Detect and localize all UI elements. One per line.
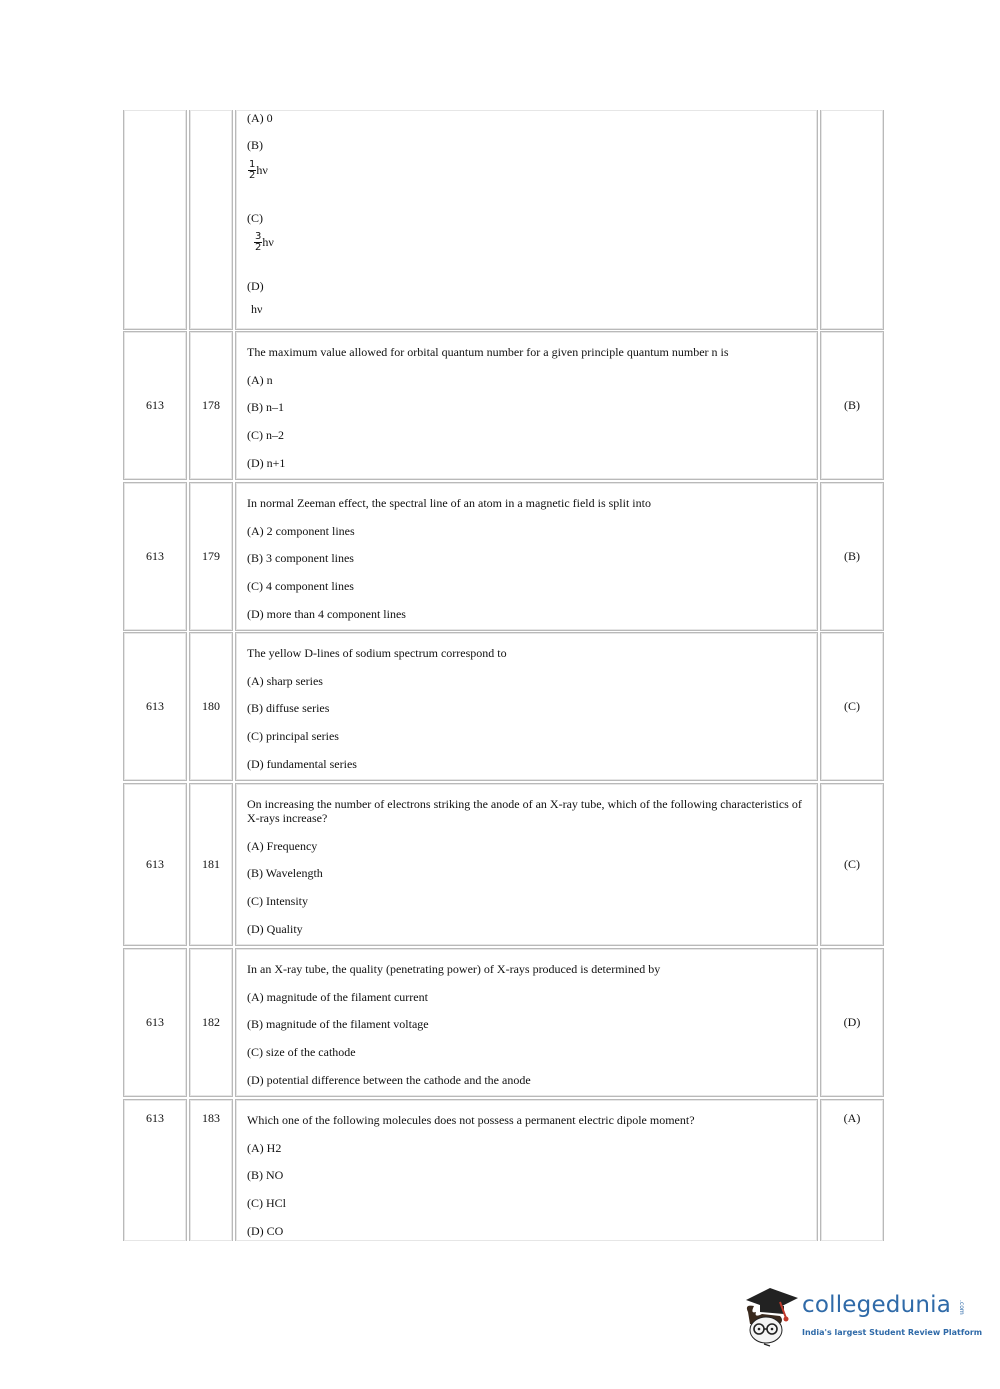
frac-b-suffix: hν [256,163,268,177]
option-a: (A) H2 [247,1141,282,1155]
answer-cell: (B) [820,482,884,631]
logo-tagline: India's largest Student Review Platform [802,1328,983,1337]
option-a: (A) 0 [247,111,273,125]
question-text: The yellow D-lines of sodium spectrum correspond to [247,646,507,660]
option-a: (A) 2 component lines [247,524,355,538]
table-row [122,632,886,781]
fraction-c [254,232,274,253]
frac-c-den: 2 [255,242,262,253]
frac-c-suffix: hν [262,235,274,249]
option-b: (B) n–1 [247,400,284,414]
answer-cell: (A) [820,1099,884,1241]
option-a: (A) sharp series [247,674,323,688]
question-cell [235,482,818,631]
code-cell: 613 [123,948,187,1097]
option-b: (B) NO [247,1168,284,1182]
answer-cell: (B) [820,331,884,480]
qno-cell: 178 [189,331,233,480]
qno-cell: 183 [189,1099,233,1241]
logo-dotcom: .com [958,1300,965,1315]
option-d: (D) fundamental series [247,757,357,771]
table-row-continued [122,110,886,330]
mascot-icon [740,1282,802,1352]
option-a: (A) magnitude of the filament current [247,990,428,1004]
option-d: (D) more than 4 component lines [247,607,406,621]
question-text: The maximum value allowed for orbital quantum number for a given principle quantum number n is [247,345,729,359]
collegedunia-logo[interactable] [740,1282,983,1352]
option-c: (C) n–2 [247,428,284,442]
option-b: (B) 3 component lines [247,551,354,565]
option-a: (A) n [247,373,273,387]
option-c: (C) HCl [247,1196,286,1210]
option-d: (D) n+1 [247,456,286,470]
frac-c-num: 3 [255,231,262,242]
code-cell: 613 [123,1099,187,1241]
fraction-b [248,160,268,181]
code-cell [123,110,187,330]
code-cell: 613 [123,783,187,946]
option-d: (D) CO [247,1224,284,1238]
question-cell [235,783,818,946]
question-cell [235,632,818,781]
option-d: (D) Quality [247,922,303,936]
code-cell: 613 [123,632,187,781]
qno-cell: 180 [189,632,233,781]
qno-cell: 182 [189,948,233,1097]
question-cell [235,948,818,1097]
qno-cell: 179 [189,482,233,631]
question-text: In an X-ray tube, the quality (penetrating power) of X-rays produced is determined by [247,962,661,976]
option-d-value: hν [251,302,263,316]
question-table [122,110,886,1241]
code-cell: 613 [123,331,187,480]
qno-cell: 181 [189,783,233,946]
table-row [122,1099,886,1241]
question-text: In normal Zeeman effect, the spectral line of an atom in a magnetic field is split into [247,496,651,510]
logo-wordmark: collegedunia [802,1292,952,1318]
option-b: (B) diffuse series [247,701,330,715]
table-row [122,482,886,631]
option-c: (C) Intensity [247,894,308,908]
option-b: (B) magnitude of the filament voltage [247,1017,429,1031]
option-c: (C) size of the cathode [247,1045,356,1059]
answer-cell: (C) [820,783,884,946]
answer-cell [820,110,884,330]
table-row [122,783,886,946]
option-c: (C) principal series [247,729,339,743]
question-cell [235,331,818,480]
table-row [122,948,886,1097]
question-cell [235,1099,818,1241]
option-c: (C) 4 component lines [247,579,354,593]
table-row [122,331,886,480]
code-cell: 613 [123,482,187,631]
question-cell [235,110,818,330]
option-d: (D) [247,279,264,293]
frac-b-num: 1 [249,159,256,170]
answer-cell: (C) [820,632,884,781]
option-b: (B) Wavelength [247,866,323,880]
frac-b-den: 2 [249,170,256,181]
question-text: Which one of the following molecules does not possess a permanent electric dipole moment? [247,1113,695,1127]
qno-cell [189,110,233,330]
question-text: On increasing the number of electrons striking the anode of an X-ray tube, which of the following characteristics of X-rays increase? [247,797,802,825]
option-b: (B) [247,138,263,152]
answer-cell: (D) [820,948,884,1097]
option-c: (C) [247,211,263,225]
option-a: (A) Frequency [247,839,318,853]
option-d: (D) potential difference between the cathode and the anode [247,1073,531,1087]
